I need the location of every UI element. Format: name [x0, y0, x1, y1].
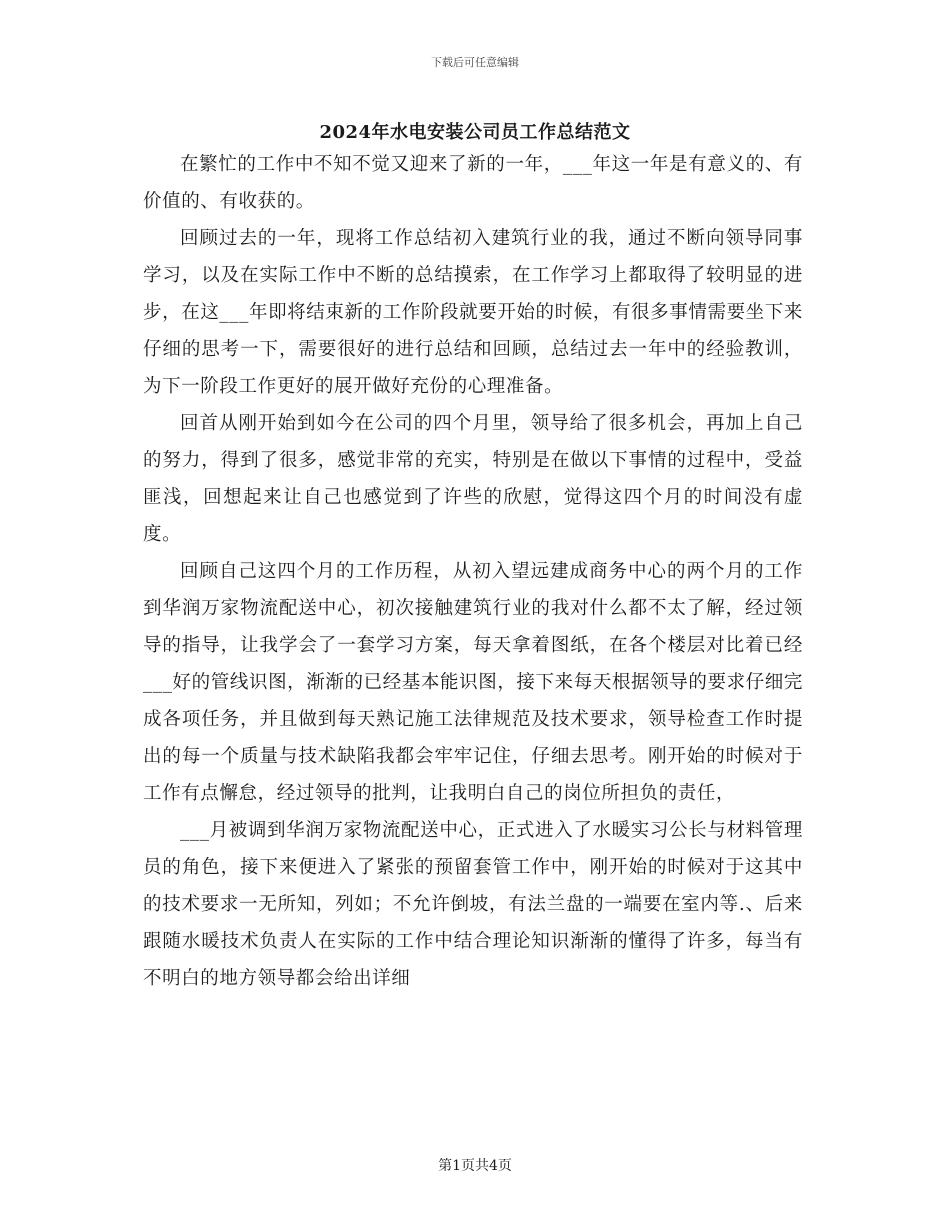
paragraph: 回顾自己这四个月的工作历程，从初入望远建成商务中心的两个月的工作到华润万家物流配送中心，初次接触建筑行业的我对什么都不太了解，经过领导的指导，让我学会了一套学习方案，每天拿着图纸，在各个楼层对比着已经___好的管线识图，渐渐的已经基本能识图，接下来每天根据领导的要求仔细完成各项任务，并且做到每天熟记施工法律规范及技术要求，领导检查工作时提出的每一个质量与技术缺陷我都会牢牢记住，仔细去思考。刚开始的时候对于工作有点懈怠，经过领导的批判，让我明白自己的岗位所担负的责任， — [143, 561, 803, 804]
page-number: 第1页共4页 — [438, 1158, 512, 1174]
document-title: 2024年水电安装公司员工作总结范文 — [319, 122, 631, 143]
paragraph: 在繁忙的工作中不知不觉又迎来了新的一年，___年这一年是有意义的、有价值的、有收获的。 — [143, 154, 803, 212]
paragraph: ___月被调到华润万家物流配送中心，正式进入了水暖实习公长与材料管理员的角色，接下来便进入了紧张的预留套管工作中，刚开始的时候对于这其中的技术要求一无所知，列如；不允许倒坡，有法兰盘的一端要在室内等.、后来跟随水暖技术负责人在实际的工作中结合理论知识渐渐的懂得了许多，每当有不明白的地方领导都会给出详细 — [143, 820, 803, 989]
header-note: 下载后可任意编辑 — [431, 56, 519, 69]
paragraph: 回首从刚开始到如今在公司的四个月里，领导给了很多机会，再加上自己的努力，得到了很多，感觉非常的充实，特别是在做以下事情的过程中，受益匪浅，回想起来让自己也感觉到了许些的欣慰，觉得这四个月的时间没有虚度。 — [143, 413, 803, 545]
paragraph: 回顾过去的一年，现将工作总结初入建筑行业的我，通过不断向领导同事学习，以及在实际工作中不断的总结摸索，在工作学习上都取得了较明显的进步，在这___年即将结束新的工作阶段就要开始的时候，有很多事情需要坐下来仔细的思考一下，需要很好的进行总结和回顾，总结过去一年中的经验教训，为下一阶段工作更好的展开做好充份的心理准备。 — [143, 228, 803, 397]
document-body — [143, 146, 803, 997]
